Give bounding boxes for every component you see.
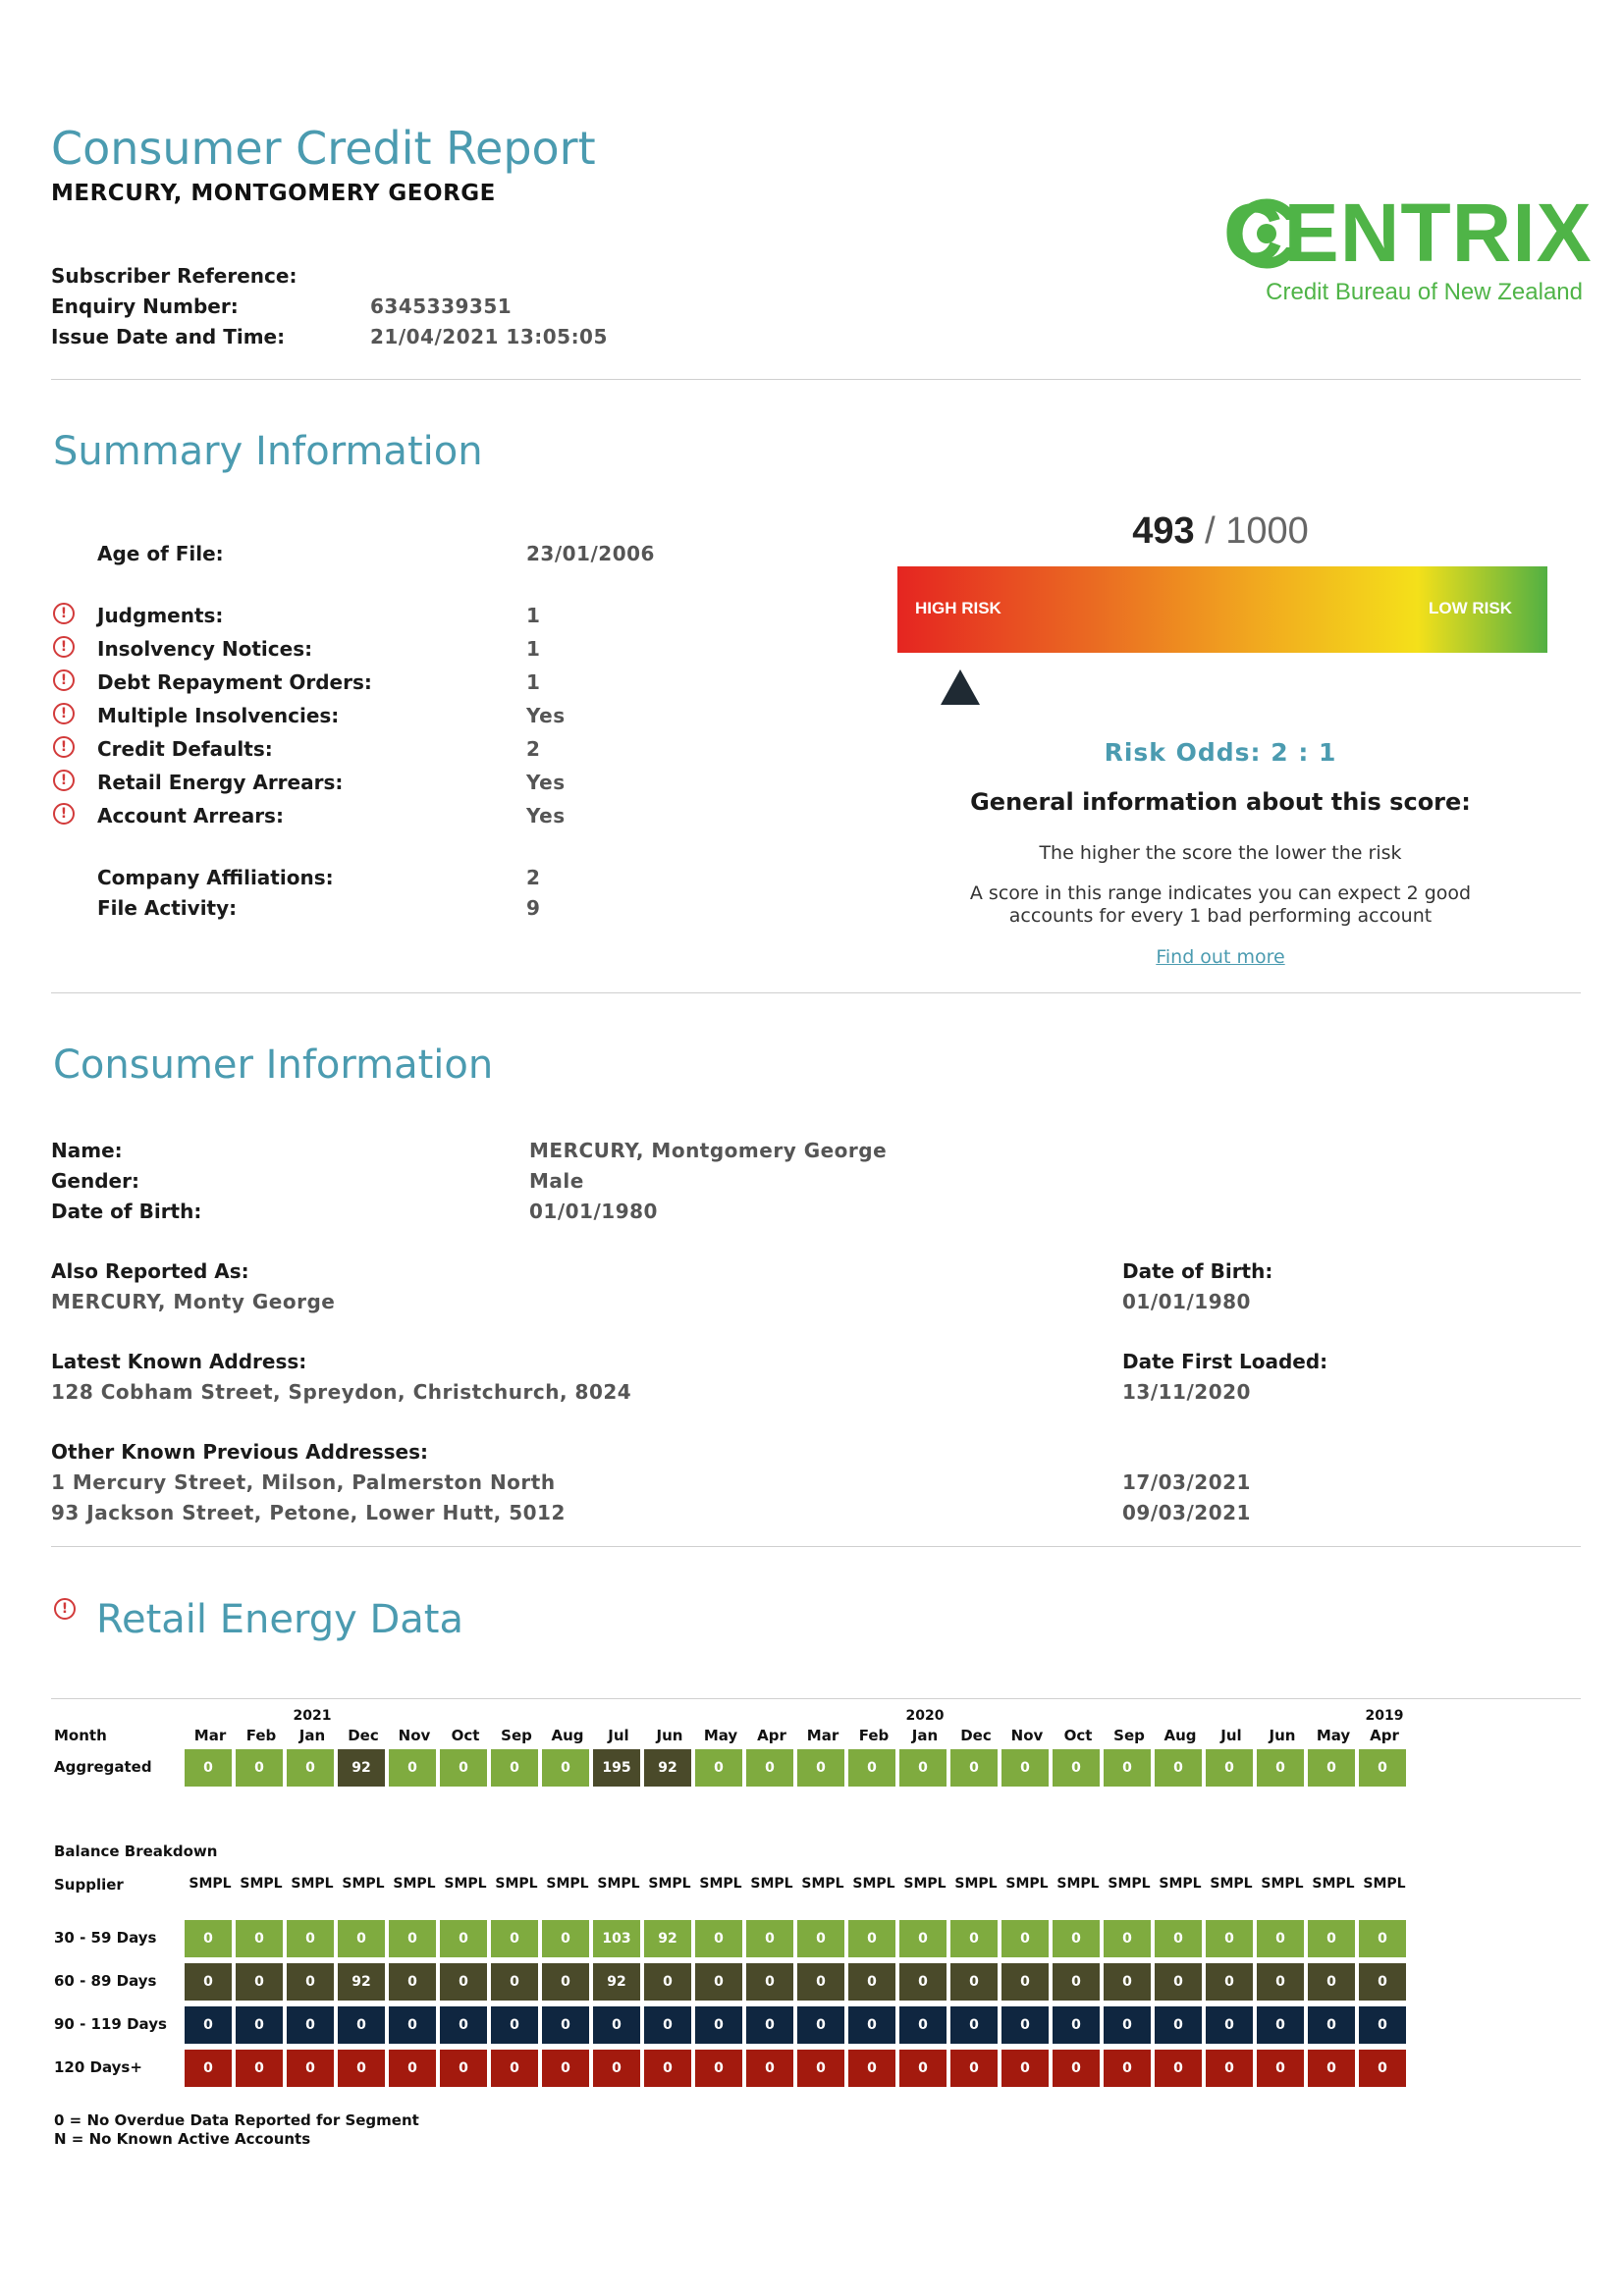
month-label: Jun [656,1727,683,1744]
balance-cell: 0 [542,2050,591,2087]
month-label: Apr [1370,1727,1399,1744]
aggregated-cell: 195 [593,1749,642,1787]
divider [51,1546,1581,1547]
balance-cell: 0 [185,1920,234,1957]
aggregated-cell: 0 [440,1749,489,1787]
issue-date: 21/04/2021 13:05:05 [370,325,608,348]
consumer-name: MERCURY, Montgomery George [529,1139,888,1162]
summary-label: Retail Energy Arrears: [97,771,344,794]
divider [51,992,1581,993]
divider [51,1698,1581,1699]
previous-address: 1 Mercury Street, Milson, Palmerston North [51,1470,556,1494]
supplier-label: SMPL [1159,1876,1202,1892]
aggregated-cell: 0 [491,1749,540,1787]
supplier-label: SMPL [648,1876,691,1892]
supplier-label: SMPL [801,1876,844,1892]
score-info-line: A score in this range indicates you can expect 2 good accounts for every 1 bad performing account [969,882,1472,927]
summary-label: Account Arrears: [97,804,284,828]
supplier-label: SMPL [597,1876,640,1892]
month-label: Dec [348,1727,379,1744]
balance-cell: 0 [338,2050,387,2087]
balance-cell: 0 [797,1920,846,1957]
balance-cell: 0 [644,2006,693,2044]
month-label: Jul [1220,1727,1242,1744]
alert-icon: ! [53,603,75,624]
balance-cell: 0 [389,2050,438,2087]
balance-cell: 0 [1155,1963,1204,2001]
risk-odds: Risk Odds: 2 : 1 [1104,738,1337,767]
balance-cell: 0 [746,2006,795,2044]
balance-cell: 0 [236,1920,285,1957]
aggregated-cell: 92 [338,1749,387,1787]
balance-cell: 0 [1359,2050,1408,2087]
balance-cell: 0 [542,2006,591,2044]
year-label: 2020 [905,1708,945,1724]
balance-cell: 0 [287,2006,336,2044]
balance-cell: 0 [185,2050,234,2087]
aggregated-cell: 0 [389,1749,438,1787]
aggregated-cell: 0 [1001,1749,1051,1787]
balance-cell: 0 [1104,2050,1153,2087]
balance-cell: 92 [644,1920,693,1957]
supplier-label: SMPL [240,1876,283,1892]
month-label: Sep [1113,1727,1145,1744]
aggregated-cell: 0 [287,1749,336,1787]
balance-cell: 0 [899,1963,948,2001]
summary-label: Debt Repayment Orders: [97,670,372,694]
balance-cell: 103 [593,1920,642,1957]
balance-cell: 0 [1001,1963,1051,2001]
balance-cell: 0 [1155,1920,1204,1957]
supplier-label: SMPL [444,1876,487,1892]
month-label: Sep [501,1727,532,1744]
aggregated-cell: 0 [1053,1749,1102,1787]
balance-cell: 0 [338,1920,387,1957]
alert-icon: ! [53,636,75,658]
bucket-label: 120 Days+ [54,2058,142,2076]
balance-cell: 0 [491,2050,540,2087]
supplier-label: SMPL [1005,1876,1049,1892]
balance-cell: 0 [695,1920,744,1957]
balance-cell: 0 [797,2006,846,2044]
balance-cell: 0 [1359,2006,1408,2044]
bucket-label: 30 - 59 Days [54,1929,157,1947]
balance-cell: 0 [185,2006,234,2044]
month-label: Jun [1269,1727,1296,1744]
balance-cell: 0 [1155,2050,1204,2087]
balance-cell: 0 [287,1920,336,1957]
previous-address: 93 Jackson Street, Petone, Lower Hutt, 5012 [51,1501,566,1524]
supplier-label: SMPL [495,1876,538,1892]
bucket-label: 90 - 119 Days [54,2015,167,2033]
enquiry-number: 6345339351 [370,294,513,318]
consumer-label: Other Known Previous Addresses: [51,1440,428,1464]
balance-cell: 0 [1308,2006,1357,2044]
alert-icon: ! [53,770,75,791]
balance-cell: 0 [1104,2006,1153,2044]
balance-cell: 0 [899,1920,948,1957]
balance-cell: 0 [746,1963,795,2001]
consumer-label: Gender: [51,1169,139,1193]
balance-cell: 0 [1053,2050,1102,2087]
balance-cell: 0 [848,2006,897,2044]
balance-cell: 0 [236,1963,285,2001]
supplier-label: SMPL [1108,1876,1151,1892]
field-label: Enquiry Number: [51,294,239,318]
summary-value: Yes [526,704,566,727]
balance-cell: 0 [236,2050,285,2087]
summary-value: Yes [526,804,566,828]
find-out-more-link[interactable]: Find out more [1156,946,1285,968]
score-value: 493 [1132,510,1195,552]
summary-label: Multiple Insolvencies: [97,704,340,727]
summary-heading: Summary Information [53,429,483,474]
aggregated-cell: 0 [1359,1749,1408,1787]
balance-cell: 0 [1001,2006,1051,2044]
alert-icon: ! [53,803,75,825]
field-label: Issue Date and Time: [51,325,286,348]
month-label: Oct [1063,1727,1093,1744]
aggregated-cell: 0 [746,1749,795,1787]
month-label: May [703,1727,738,1744]
consumer-heading: Consumer Information [53,1042,494,1088]
month-label: Oct [451,1727,480,1744]
month-label: May [1316,1727,1351,1744]
balance-cell: 0 [1053,1963,1102,2001]
score-max: / 1000 [1205,510,1309,552]
month-label: Feb [858,1727,890,1744]
alias-name: MERCURY, Monty George [51,1290,336,1313]
balance-cell: 92 [593,1963,642,2001]
balance-cell: 0 [440,1963,489,2001]
supplier-label: SMPL [546,1876,589,1892]
low-risk-label: LOW RISK [1429,599,1512,617]
alert-icon: ! [53,736,75,758]
alert-icon: ! [53,703,75,724]
consumer-label: Date of Birth: [1122,1259,1273,1283]
balance-cell: 0 [950,2050,1000,2087]
summary-label: Insolvency Notices: [97,637,313,661]
aggregated-cell: 0 [1308,1749,1357,1787]
summary-label: Age of File: [97,542,224,565]
logo-tagline: Credit Bureau of New Zealand [1266,279,1583,305]
consumer-label: Also Reported As: [51,1259,249,1283]
aggregated-cell: 0 [1257,1749,1306,1787]
balance-cell: 0 [593,2006,642,2044]
aggregated-cell: 0 [1104,1749,1153,1787]
supplier-label: SMPL [699,1876,742,1892]
year-label: 2019 [1365,1708,1404,1724]
latest-address: 128 Cobham Street, Spreydon, Christchurch, 8024 [51,1380,632,1404]
balance-cell: 0 [1104,1920,1153,1957]
aggregated-cell: 0 [797,1749,846,1787]
balance-cell: 0 [1053,1920,1102,1957]
balance-cell: 0 [746,2050,795,2087]
summary-label: Company Affiliations: [97,866,334,889]
high-risk-label: HIGH RISK [915,599,1001,617]
score-info-heading: General information about this score: [970,788,1471,816]
balance-cell: 0 [440,2050,489,2087]
score-pointer-icon [941,669,980,705]
balance-cell: 0 [440,2006,489,2044]
bucket-label: 60 - 89 Days [54,1972,157,1990]
alias-dob: 01/01/1980 [1122,1290,1251,1313]
consumer-gender: Male [529,1169,584,1193]
summary-value: 2 [526,866,541,889]
month-label: Aug [1163,1727,1197,1744]
balance-cell: 0 [950,1920,1000,1957]
supplier-label: SMPL [750,1876,793,1892]
month-label: Mar [806,1727,839,1744]
balance-cell: 0 [797,2050,846,2087]
month-label: Nov [398,1727,431,1744]
month-label: Jan [298,1727,326,1744]
month-label: Jan [911,1727,939,1744]
energy-heading: Retail Energy Data [96,1597,464,1642]
balance-cell: 0 [389,2006,438,2044]
balance-cell: 0 [950,2006,1000,2044]
balance-cell: 0 [1257,1963,1306,2001]
balance-cell: 0 [1257,1920,1306,1957]
subject-name: MERCURY, MONTGOMERY GEORGE [51,181,496,206]
field-label: Subscriber Reference: [51,264,298,288]
supplier-label: SMPL [291,1876,334,1892]
balance-cell: 0 [491,1920,540,1957]
alert-icon: ! [54,1598,76,1620]
date-first-loaded: 13/11/2020 [1122,1380,1251,1404]
summary-value: 1 [526,670,541,694]
balance-cell: 0 [695,2006,744,2044]
balance-breakdown-label: Balance Breakdown [54,1842,218,1860]
summary-value: 1 [526,604,541,627]
month-label: Mar [193,1727,227,1744]
balance-cell: 0 [1308,1963,1357,2001]
balance-cell: 0 [542,1920,591,1957]
supplier-label: SMPL [342,1876,385,1892]
balance-cell: 0 [1257,2050,1306,2087]
balance-cell: 0 [1308,2050,1357,2087]
logo-wordmark: CENTRIX [1223,187,1593,279]
summary-value: 1 [526,637,541,661]
year-label: 2021 [293,1708,332,1724]
aggregated-cell: 0 [848,1749,897,1787]
summary-label: Credit Defaults: [97,737,273,761]
balance-cell: 0 [389,1963,438,2001]
aggregated-cell: 0 [695,1749,744,1787]
alert-icon: ! [53,669,75,691]
month-label: Jul [608,1727,629,1744]
month-label: Feb [245,1727,277,1744]
aggregated-cell: 0 [950,1749,1000,1787]
supplier-label: SMPL [1210,1876,1253,1892]
consumer-label: Latest Known Address: [51,1350,307,1373]
balance-cell: 0 [848,1920,897,1957]
aggregated-row-label: Aggregated [54,1758,152,1776]
month-row-label: Month [54,1727,107,1744]
balance-cell: 0 [1001,2050,1051,2087]
consumer-label: Date of Birth: [51,1200,202,1223]
balance-cell: 0 [1359,1920,1408,1957]
supplier-row-label: Supplier [54,1876,124,1894]
balance-cell: 0 [491,1963,540,2001]
supplier-label: SMPL [1261,1876,1304,1892]
supplier-label: SMPL [1056,1876,1100,1892]
previous-address-date: 17/03/2021 [1122,1470,1251,1494]
balance-cell: 0 [287,1963,336,2001]
risk-gradient-bar [897,566,1547,653]
supplier-label: SMPL [393,1876,436,1892]
consumer-label: Date First Loaded: [1122,1350,1328,1373]
supplier-label: SMPL [954,1876,998,1892]
balance-cell: 0 [236,2006,285,2044]
score-readout [895,510,1545,553]
balance-cell: 0 [950,1963,1000,2001]
consumer-dob: 01/01/1980 [529,1200,658,1223]
divider [51,379,1581,380]
summary-label: File Activity: [97,896,238,920]
supplier-label: SMPL [903,1876,947,1892]
balance-cell: 0 [440,1920,489,1957]
score-info-line: The higher the score the lower the risk [1039,842,1402,864]
supplier-label: SMPL [1363,1876,1406,1892]
aggregated-cell: 0 [185,1749,234,1787]
balance-cell: 92 [338,1963,387,2001]
supplier-label: SMPL [852,1876,895,1892]
summary-value: 2 [526,737,541,761]
balance-cell: 0 [1001,1920,1051,1957]
balance-cell: 0 [1155,2006,1204,2044]
balance-cell: 0 [1206,2006,1255,2044]
supplier-label: SMPL [189,1876,232,1892]
legend-note: 0 = No Overdue Data Reported for Segment [54,2111,419,2129]
legend-note: N = No Known Active Accounts [54,2130,311,2148]
balance-cell: 0 [1206,1963,1255,2001]
balance-cell: 0 [797,1963,846,2001]
balance-cell: 0 [542,1963,591,2001]
aggregated-cell: 0 [1155,1749,1204,1787]
centrix-logo [1223,187,1593,314]
summary-value: 23/01/2006 [526,542,655,565]
balance-cell: 0 [287,2050,336,2087]
previous-address-date: 09/03/2021 [1122,1501,1251,1524]
aggregated-cell: 0 [542,1749,591,1787]
balance-cell: 0 [695,2050,744,2087]
balance-cell: 0 [899,2050,948,2087]
aggregated-cell: 0 [899,1749,948,1787]
balance-cell: 0 [389,1920,438,1957]
balance-cell: 0 [746,1920,795,1957]
summary-value: Yes [526,771,566,794]
consumer-label: Name: [51,1139,123,1162]
balance-cell: 0 [1053,2006,1102,2044]
summary-value: 9 [526,896,541,920]
supplier-label: SMPL [1312,1876,1355,1892]
month-label: Apr [757,1727,786,1744]
balance-cell: 0 [1359,1963,1408,2001]
balance-cell: 0 [848,1963,897,2001]
balance-cell: 0 [899,2006,948,2044]
balance-cell: 0 [491,2006,540,2044]
report-title: Consumer Credit Report [51,122,596,175]
balance-cell: 0 [1308,1920,1357,1957]
balance-cell: 0 [1206,1920,1255,1957]
month-label: Nov [1010,1727,1044,1744]
aggregated-cell: 0 [236,1749,285,1787]
balance-cell: 0 [848,2050,897,2087]
aggregated-cell: 0 [1206,1749,1255,1787]
balance-cell: 0 [185,1963,234,2001]
aggregated-cell: 92 [644,1749,693,1787]
balance-cell: 0 [644,2050,693,2087]
summary-label: Judgments: [97,604,224,627]
balance-cell: 0 [1257,2006,1306,2044]
balance-cell: 0 [1104,1963,1153,2001]
balance-cell: 0 [1206,2050,1255,2087]
month-label: Dec [960,1727,992,1744]
balance-cell: 0 [338,2006,387,2044]
month-label: Aug [551,1727,584,1744]
balance-cell: 0 [593,2050,642,2087]
balance-cell: 0 [644,1963,693,2001]
balance-cell: 0 [695,1963,744,2001]
